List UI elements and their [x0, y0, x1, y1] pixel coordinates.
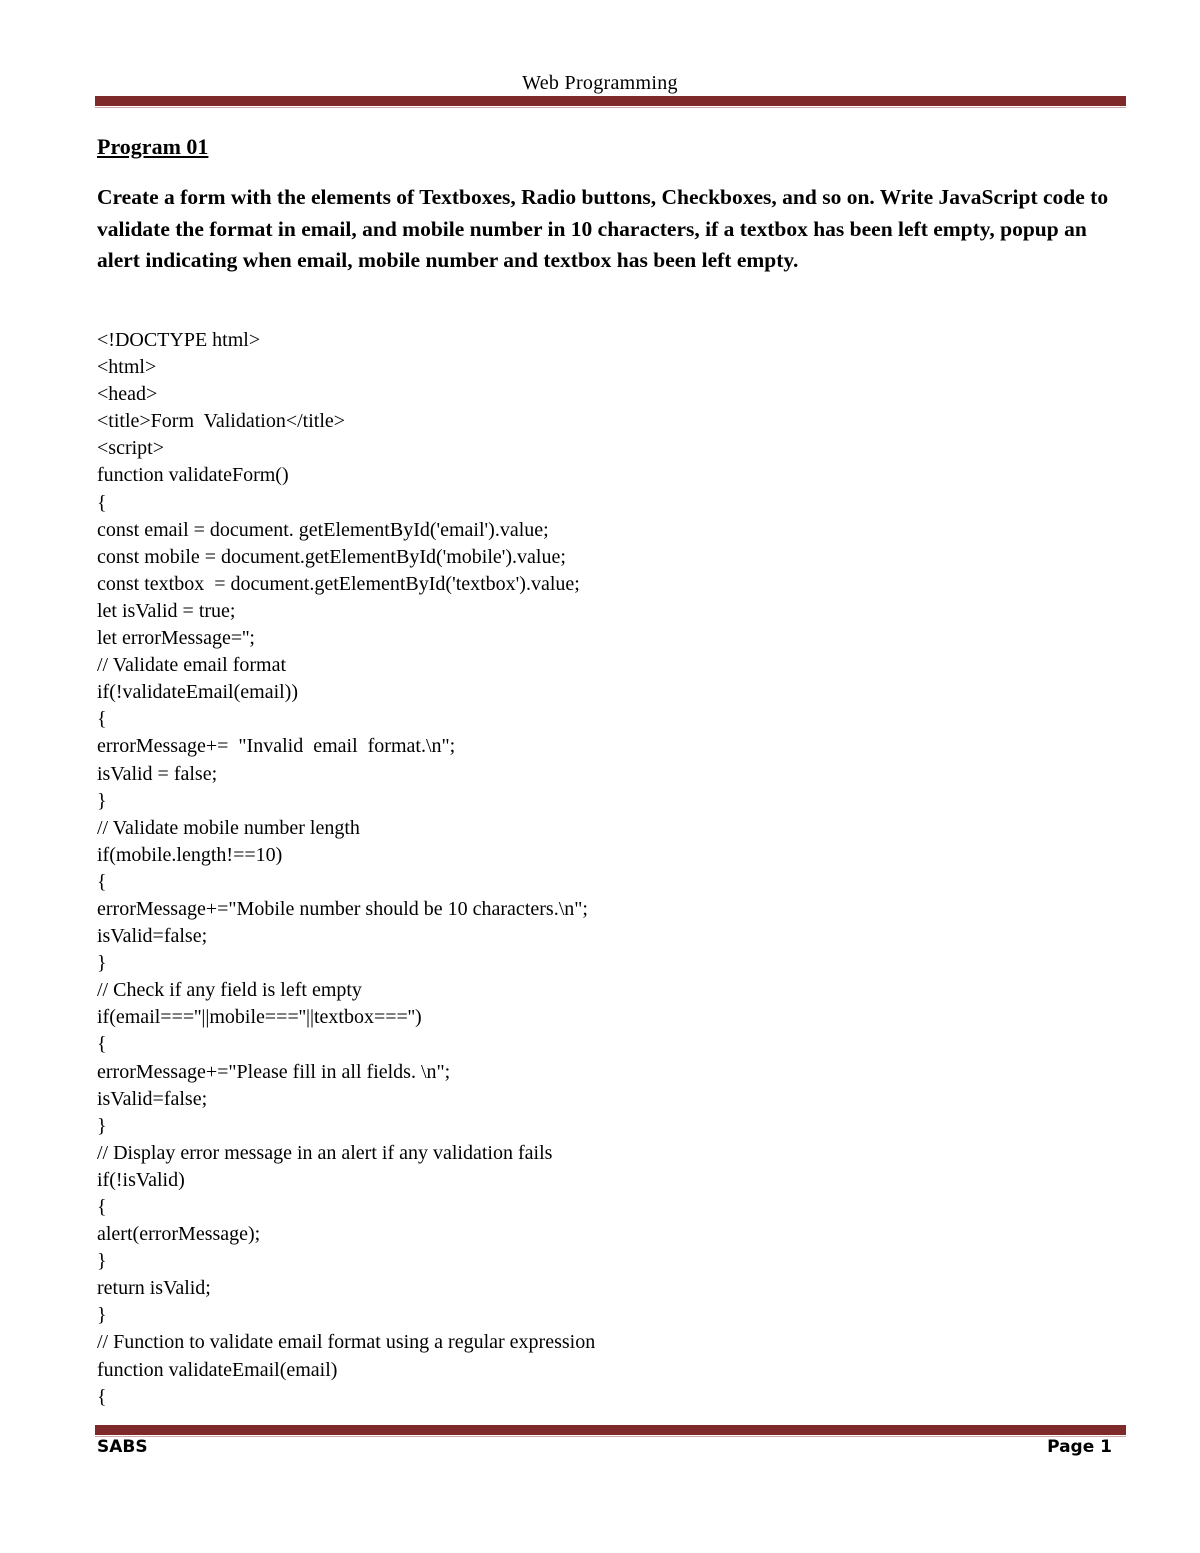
code-line: isValid=false;	[97, 925, 208, 948]
code-line: if(email===''||mobile===''||textbox==='')	[97, 1006, 422, 1029]
code-line: errorMessage+= "Invalid email format.\n";	[97, 735, 456, 758]
code-line: }	[97, 952, 107, 975]
code-line: {	[97, 708, 107, 731]
code-line: const mobile = document.getElementById('mobile').value;	[97, 545, 566, 568]
header-divider	[95, 96, 1126, 106]
footer-page-number: Page 1	[1047, 1437, 1112, 1457]
code-line: const textbox = document.getElementById('textbox').value;	[97, 572, 580, 595]
code-line: {	[97, 1033, 107, 1056]
code-line: <script>	[97, 437, 164, 460]
code-line: // Validate email format	[97, 654, 287, 677]
code-line: {	[97, 1196, 107, 1218]
problem-statement: Create a form with the elements of Textboxes, Radio buttons, Checkboxes, and so on. Write JavaScript code to validate the format in email, and mobile number in 10 characters, if a textbox has been left empty, popup an alert indicating when email, mobile number and textbox has been left empty.	[97, 185, 1109, 272]
code-line: let isValid = true;	[97, 599, 236, 622]
code-line: function validateForm()	[97, 464, 289, 487]
code-listing	[97, 327, 595, 1411]
code-line: // Validate mobile number length	[97, 816, 360, 839]
code-line: if(!validateEmail(email))	[97, 681, 299, 704]
code-line: let errorMessage='';	[97, 627, 255, 650]
code-line: if(!isValid)	[97, 1168, 185, 1191]
code-line: const email = document. getElementById('email').value;	[97, 518, 549, 541]
code-line: <!DOCTYPE html>	[97, 329, 261, 351]
code-line: {	[97, 870, 107, 893]
code-line: {	[97, 1385, 107, 1408]
code-line: <head>	[97, 383, 158, 406]
code-line: <html>	[97, 356, 157, 379]
code-line: }	[97, 1304, 107, 1327]
code-line: {	[97, 491, 107, 514]
program-title: Program 01	[97, 134, 209, 159]
code-line: // Function to validate email format using a regular expression	[97, 1331, 596, 1354]
code-line: isValid=false;	[97, 1087, 208, 1110]
header-divider-thin	[95, 107, 1126, 108]
footer-author: SABS	[97, 1437, 148, 1457]
page-header-title: Web Programming	[522, 72, 678, 94]
code-line: // Check if any field is left empty	[97, 979, 362, 1002]
code-line: }	[97, 1114, 107, 1137]
footer-divider-thin	[95, 1436, 1126, 1437]
code-line: alert(errorMessage);	[97, 1223, 261, 1246]
code-line: // Display error message in an alert if any validation fails	[97, 1141, 553, 1164]
code-line: <title>Form Validation</title>	[97, 410, 346, 433]
code-line: }	[97, 1250, 107, 1273]
footer-divider	[95, 1425, 1126, 1435]
code-line: }	[97, 789, 107, 812]
code-line: errorMessage+="Mobile number should be 10 characters.\n";	[97, 897, 588, 920]
code-line: errorMessage+="Please fill in all fields. \n";	[97, 1060, 451, 1083]
code-line: return isValid;	[97, 1277, 211, 1300]
code-line: if(mobile.length!==10)	[97, 843, 283, 866]
code-line: isValid = false;	[97, 762, 218, 785]
code-line: function validateEmail(email)	[97, 1358, 338, 1381]
